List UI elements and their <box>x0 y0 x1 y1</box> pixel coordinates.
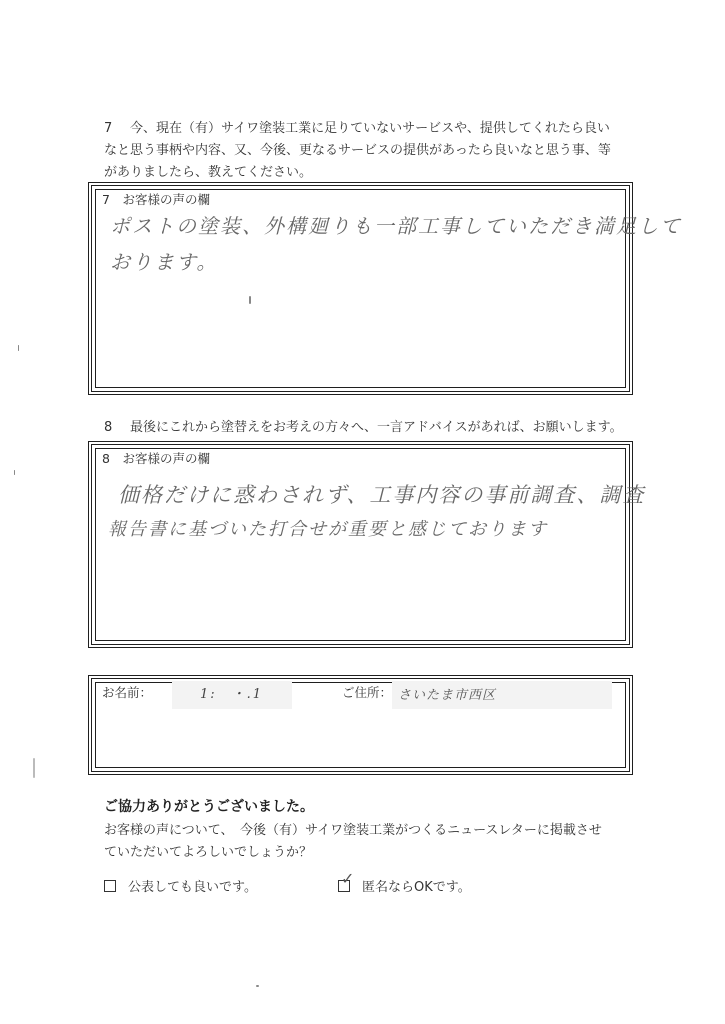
anonymous-checkbox[interactable] <box>338 868 355 892</box>
scan-speck <box>14 470 15 475</box>
anonymous-label: 匿名ならOKです。 <box>362 880 471 895</box>
name-address-box <box>88 675 633 775</box>
name-label: お名前： <box>102 685 153 700</box>
box-8-answer-line-2: 報告書に基づいた打合せが重要と感じております <box>108 519 548 540</box>
option-anonymous[interactable] <box>338 868 471 895</box>
question-7 <box>104 118 611 184</box>
option-public[interactable] <box>104 876 257 895</box>
public-label: 公表しても良いです。 <box>128 880 257 895</box>
scan-speck <box>33 758 35 778</box>
consent-question <box>104 820 602 864</box>
public-checkbox[interactable] <box>104 880 116 892</box>
address-label: ご住所： <box>342 685 393 700</box>
consent-line-2: ていただいてよろしいでしょうか？ <box>104 845 313 860</box>
name-value: 1: ・.1 <box>200 687 264 702</box>
question-7-number: 7 <box>104 121 113 136</box>
box-7-answer-line-1: ポストの塗装、外構廻りも一部工事していただき満足して <box>110 214 682 238</box>
question-7-line-1: 今、現在（有）サイワ塗装工業に足りていないサービスや、提供してくれたら良い <box>130 121 610 136</box>
thanks-message: ご協力ありがとうございました。 <box>104 799 314 815</box>
customer-voice-box-7 <box>88 182 682 395</box>
stray-mark <box>249 296 251 304</box>
question-8-text: 最後にこれから塗替えをお考えの方々へ、一言アドバイスがあれば、お願いします。 <box>130 420 623 435</box>
scan-speck <box>18 345 19 351</box>
question-7-line-3: がありましたら、教えてください。 <box>104 165 313 180</box>
box-7-label: 7 お客様の声の欄 <box>102 192 210 207</box>
box-7-answer-line-2: おります。 <box>110 250 219 274</box>
box-8-answer-line-1: 価格だけに惑わされず、工事内容の事前調査、調査 <box>118 483 646 507</box>
box-8-label: 8 お客様の声の欄 <box>102 451 210 466</box>
scan-speck <box>256 985 259 987</box>
customer-voice-box-8 <box>88 441 646 648</box>
question-8-number: 8 <box>104 420 113 435</box>
address-value: さいたま市西区 <box>398 688 497 703</box>
question-8 <box>104 417 623 439</box>
consent-line-1: お客様の声について、 今後（有）サイワ塗装工業がつくるニュースレターに掲載させ <box>104 823 602 838</box>
check-mark-icon: ✓ <box>341 868 355 888</box>
question-7-line-2: なと思う事柄や内容、又、今後、更なるサービスの提供があったら良いなと思う事、等 <box>104 143 611 158</box>
